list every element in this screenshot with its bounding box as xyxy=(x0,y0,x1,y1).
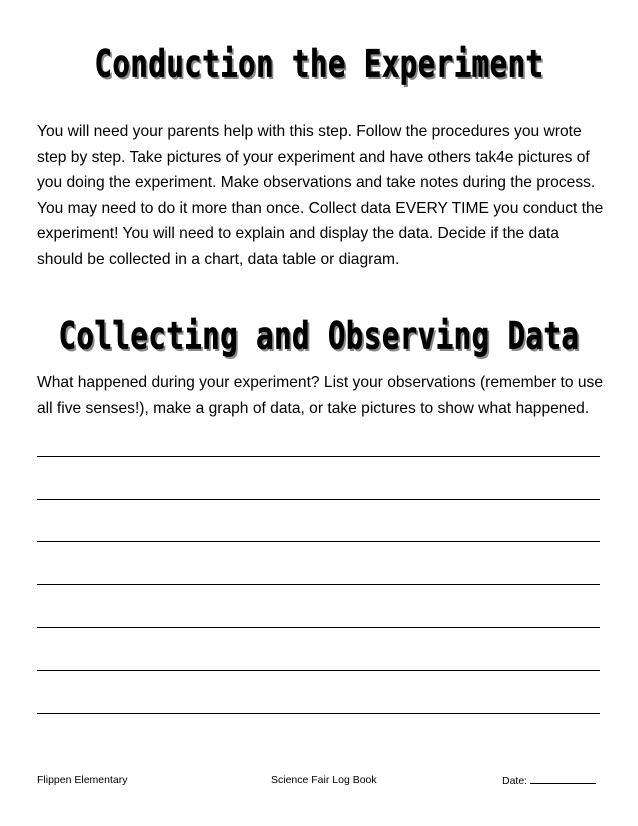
footer-date xyxy=(502,774,596,787)
observation-instructions: What happened during your experiment? List your observations (remember to use all five senses!), make a graph of data, or take pictures to show what happened. xyxy=(37,374,604,417)
answer-line[interactable] xyxy=(37,584,600,585)
date-blank-line[interactable] xyxy=(530,774,596,784)
answer-line[interactable] xyxy=(37,499,600,500)
footer-school-name: Flippen Elementary xyxy=(37,774,128,786)
section-heading-collecting: Collecting and Observing Data xyxy=(58,314,580,358)
footer-log-book-title: Science Fair Log Book xyxy=(271,774,377,786)
answer-line[interactable] xyxy=(37,670,600,671)
conduction-instructions: You will need your parents help with this step. Follow the procedures you wrote step by step. Take pictures of your experiment and have others tak4e pictures of you doing the experiment. Make observations and take notes during the process. You may need to do it more than once. Collect data EVERY TIME you conduct the experiment! You will need to explain and display the data. Decide if the data should be collected in a chart, data table or diagram. xyxy=(37,123,604,268)
footer-date-label: Date: xyxy=(502,775,528,787)
answer-line[interactable] xyxy=(37,627,600,628)
answer-line[interactable] xyxy=(37,456,600,457)
section-heading-conduction: Conduction the Experiment xyxy=(94,42,544,86)
answer-line[interactable] xyxy=(37,541,600,542)
answer-line[interactable] xyxy=(37,713,600,714)
